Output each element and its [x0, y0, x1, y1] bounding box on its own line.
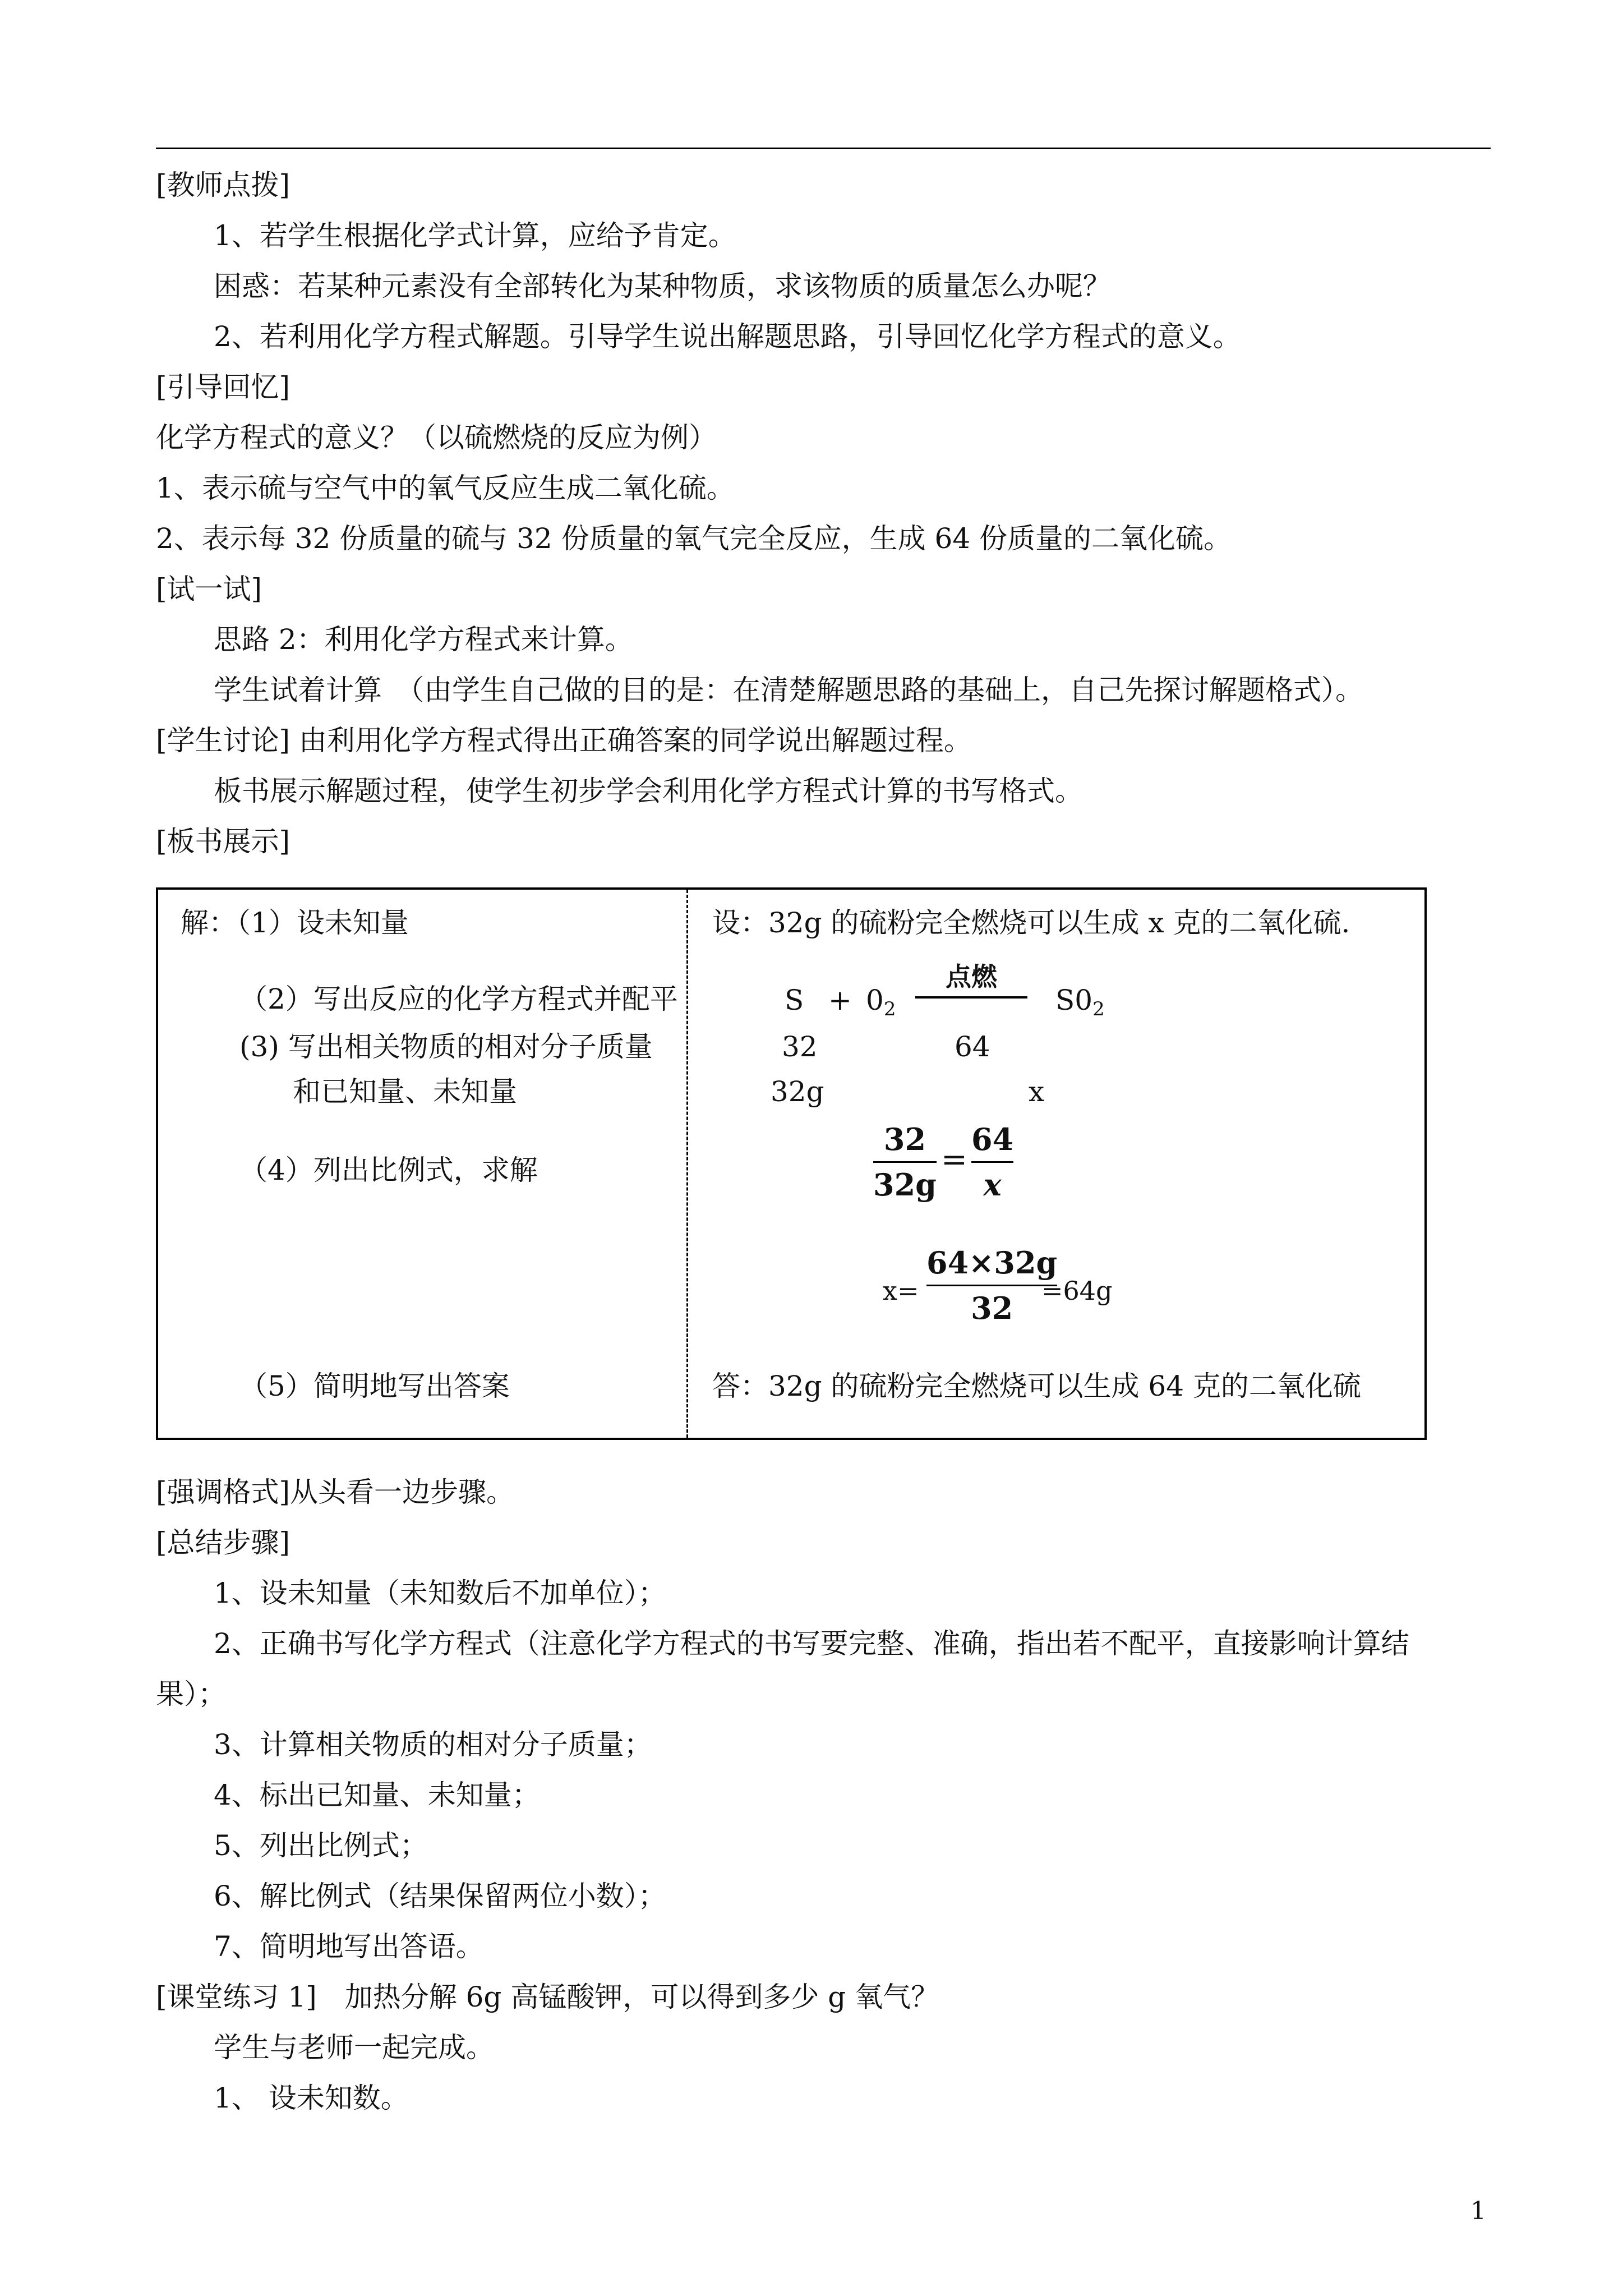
paragraph: 学生与老师一起完成。: [214, 2031, 494, 2064]
step-3a: (3) 写出相关物质的相对分子质量: [239, 1030, 653, 1063]
known-quantity: 32g: [771, 1075, 824, 1108]
paragraph: 化学方程式的意义？（以硫燃烧的反应为例）: [156, 421, 717, 454]
equation-plus: +: [828, 984, 852, 1016]
summary-step: 6、解比例式（结果保留两位小数）；: [214, 1880, 666, 1912]
heading-recall: [引导回忆]: [156, 371, 291, 403]
summary-step: 4、标出已知量、未知量；: [214, 1779, 540, 1811]
equation-oxygen: $0_2$: [866, 984, 896, 1020]
step-2: （2）写出反应的化学方程式并配平: [239, 983, 678, 1015]
mass-sulfur: 32: [782, 1030, 818, 1063]
ratio-right: 64 x: [971, 1121, 1014, 1203]
paragraph: 学生试着计算 （由学生自己做的目的是：在清楚解题思路的基础上，自己先探讨解题格式）。: [214, 674, 1363, 706]
step-4: （4）列出比例式，求解: [239, 1154, 538, 1186]
paragraph: 板书展示解题过程，使学生初步学会利用化学方程式计算的书写格式。: [214, 775, 1083, 807]
paragraph: 困惑：若某种元素没有全部转化为某种物质，求该物质的质量怎么办呢？: [214, 270, 1111, 302]
heading-summary: [总结步骤]: [156, 1526, 291, 1559]
reaction-condition: 点燃: [946, 961, 997, 992]
header-rule: [156, 148, 1491, 149]
summary-step: 5、列出比例式；: [214, 1829, 428, 1862]
heading-board: [板书展示]: [156, 825, 291, 858]
equation-product: $S0_2$: [1055, 984, 1105, 1020]
step-5: （5）简明地写出答案: [239, 1370, 510, 1402]
solution-prefix: x=: [883, 1276, 919, 1306]
paragraph: 1、表示硫与空气中的氧气反应生成二氧化硫。: [156, 472, 735, 504]
mass-so2: 64: [955, 1030, 990, 1063]
summary-step: 1、设未知量（未知数后不加单位）；: [214, 1577, 666, 1609]
heading-teacher-tips: [教师点拨]: [156, 169, 291, 201]
page-number: 1: [1470, 2197, 1486, 2225]
unknown-quantity: x: [1029, 1075, 1045, 1108]
summary-step: 7、简明地写出答语。: [214, 1930, 484, 1963]
paragraph: [学生讨论] 由利用化学方程式得出正确答案的同学说出解题过程。: [156, 724, 972, 757]
solution-fraction: 64×32g 32: [926, 1245, 1058, 1326]
answer-statement: 答：32g 的硫粉完全燃烧可以生成 64 克的二氧化硫: [712, 1370, 1361, 1402]
equation-sulfur: S: [785, 984, 804, 1016]
paragraph: 思路 2：利用化学方程式来计算。: [214, 623, 633, 656]
paragraph: 1、若学生根据化学式计算，应给予肯定。: [214, 219, 736, 252]
reaction-arrow: [915, 996, 1027, 999]
board-table: [156, 887, 1427, 1440]
ratio-equals: =: [941, 1142, 967, 1178]
summary-step: 2、正确书写化学方程式（注意化学方程式的书写要完整、准确，指出若不配平，直接影响计算结: [214, 1627, 1409, 1660]
table-divider: [686, 890, 688, 1438]
paragraph: 2、表示每 32 份质量的硫与 32 份质量的氧气完全反应，生成 64 份质量的二氧化硫。: [156, 522, 1232, 555]
step-3b: 和已知量、未知量: [293, 1075, 517, 1108]
paragraph: 1、 设未知数。: [214, 2082, 409, 2114]
solution-result: =64g: [1041, 1276, 1113, 1306]
ratio-left: 32 32g: [873, 1121, 937, 1203]
summary-step-cont: 果）；: [156, 1678, 226, 1710]
paragraph: 2、若利用化学方程式解题。引导学生说出解题思路，引导回忆化学方程式的意义。: [214, 320, 1241, 353]
let-statement: 设：32g 的硫粉完全燃烧可以生成 x 克的二氧化硫.: [712, 907, 1350, 939]
exercise-heading: [课堂练习 1] 加热分解 6g 高锰酸钾，可以得到多少 g 氧气？: [156, 1981, 939, 2013]
paragraph: [强调格式]从头看一边步骤。: [156, 1476, 515, 1508]
summary-step: 3、计算相关物质的相对分子质量；: [214, 1728, 652, 1761]
step-1: 解：（1）设未知量: [181, 907, 409, 939]
heading-try: [试一试]: [156, 573, 262, 605]
